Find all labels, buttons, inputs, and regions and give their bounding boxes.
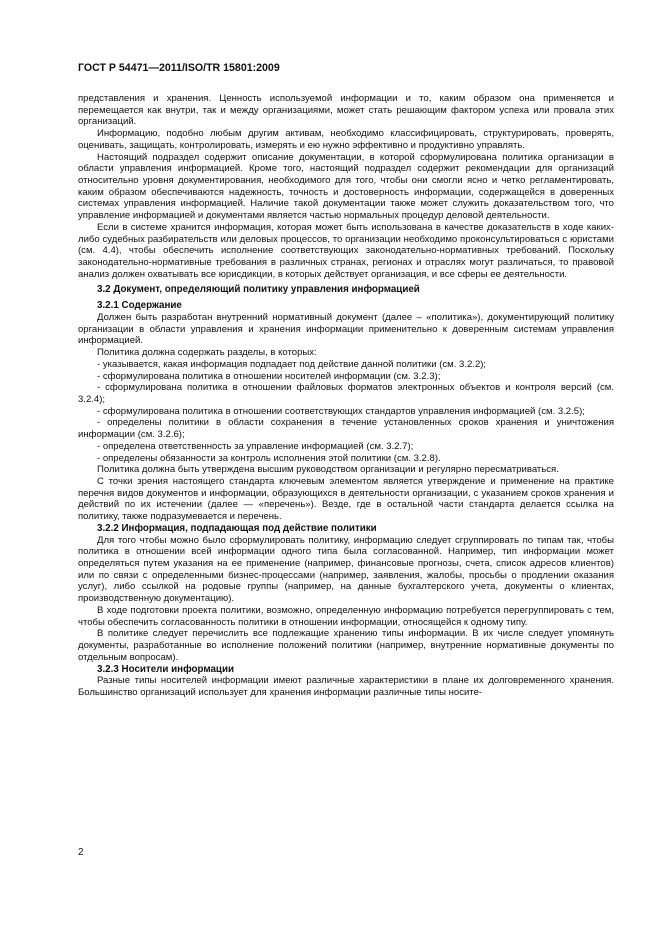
paragraph: Для того чтобы можно было сформулировать политику, информацию следует сгруппировать по типам так, чтобы политика в отношении всей информации одного типа была согласованной. Например, тип информации может определяться путем указания на ее применение (например, финансовые прогнозы, счета, список адресов клиентов) или по связи с определенными бизнес-процессами (например, заявления, жалобы, просьбы о продлении оказания услуг), либо ссылкой на родовые группы (например, на данные бухгалтерского учета, документы о клиентах, производственную документацию).	[78, 534, 614, 605]
paragraph: Политика должна быть утверждена высшим руководством организации и регулярно пересматриваться.	[97, 464, 559, 476]
paragraph: Политика должна содержать разделы, в которых:	[97, 347, 317, 359]
section-heading-3-2: 3.2 Документ, определяющий политику управления информацией	[97, 283, 420, 295]
document-page	[78, 62, 614, 699]
paragraph: В политике следует перечислить все подлежащие хранению типы информации. В их числе следует упомянуть документы, разработанные во исполнение положений политики (например, внутренние нормативные документы по отдельным вопросам).	[78, 628, 614, 663]
list-item: - указывается, какая информация подпадает под действие данной политики (см. 3.2.2);	[97, 358, 487, 370]
paragraph: Должен быть разработан внутренний нормативный документ (далее – «политика»), документирующий политику организации в области управления и хранения информации применительно к доверенным системам управления информацией.	[78, 311, 614, 347]
subsection-heading-3-2-2: 3.2.2 Информация, подпадающая под действие политики	[97, 522, 377, 534]
subsection-heading-3-2-1: 3.2.1 Содержание	[97, 300, 182, 312]
list-item: - определены политики в области сохранения в течение установленных сроков хранения и уничтожения информации (см. 3.2.6);	[78, 417, 614, 441]
list-item: - сформулирована политика в отношении файловых форматов электронных объектов и контроля версий (см. 3.2.4);	[78, 382, 614, 405]
paragraph: В ходе подготовки проекта политики, возможно, определенную информацию потребуется перегруппировать с тем, чтобы обеспечить согласованность политики в отношении информации, относящейся к одному типу.	[78, 604, 614, 628]
paragraph: С точки зрения настоящего стандарта ключевым элементом является утверждение и применение на практике перечня видов документов и информации, образующихся в деятельности организации, с указанием сроков хранения и действий по их истечении (далее — «перечень»). Везде, где в остальной части стандарта делается ссылка на политику, также подразумевается и перечень.	[78, 476, 614, 523]
paragraph: Разные типы носителей информации имеют различные характеристики в плане их долговременного хранения. Большинство организаций использует для хранения информации различные типы носите-	[78, 675, 614, 698]
list-item: - сформулирована политика в отношении носителей информации (см. 3.2.3);	[97, 370, 441, 382]
paragraph: Если в системе хранится информация, которая может быть использована в качестве доказательств в ходе каких-либо судебных разбирательств или деловых процессов, то организации необходимо проконсультироваться с юристами (см. 4.4), чтобы обеспечить исполнение соответствующих законодательно-нормативных требований. Поскольку законодательно-нормативные требования в различных странах, регионах и отраслях могут различаться, то правовой анализ должен охватывать все юрисдикции, в которых действует организация, и все сферы ее деятельности.	[78, 221, 614, 280]
document-body	[78, 93, 614, 699]
list-item: - определена ответственность за управление информацией (см. 3.2.7);	[97, 440, 414, 452]
list-item: - определены обязанности за контроль исполнения этой политики (см. 3.2.8).	[97, 452, 441, 464]
subsection-heading-3-2-3: 3.2.3 Носители информации	[97, 663, 234, 675]
list-item: - сформулирована политика в отношении соответствующих стандартов управления информацией (см. 3.2.5);	[97, 405, 585, 417]
page-number: 2	[78, 847, 84, 858]
paragraph: представления и хранения. Ценность используемой информации и то, каким образом она применяется и перемещается как внутри, так и между организациями, может стать решающим фактором успеха или провала этих организаций.	[78, 93, 614, 128]
paragraph: Информацию, подобно любым другим активам, необходимо классифицировать, структурировать, проверять, оценивать, защищать, контролировать, измерять и ею нужно эффективно и продуктивно управлять.	[78, 128, 614, 151]
paragraph: Настоящий подраздел содержит описание документации, в которой сформулирована политика организации в области управления информацией. Кроме того, настоящий подраздел содержит рекомендации для организаций относительно уровня документирования, необходимого для того, чтобы они смогли ясно и четко регламентировать, каким образом обеспечиваются надежность, точность и достоверность информации, содержащейся в доверенных системах управления информацией. Наличие такой документации также может служить доказательством того, что управление информацией и документами является частью нормальных процедур деловой деятельности.	[78, 151, 614, 222]
standard-code-header: ГОСТ Р 54471—2011/ISO/TR 15801:2009	[78, 62, 280, 74]
